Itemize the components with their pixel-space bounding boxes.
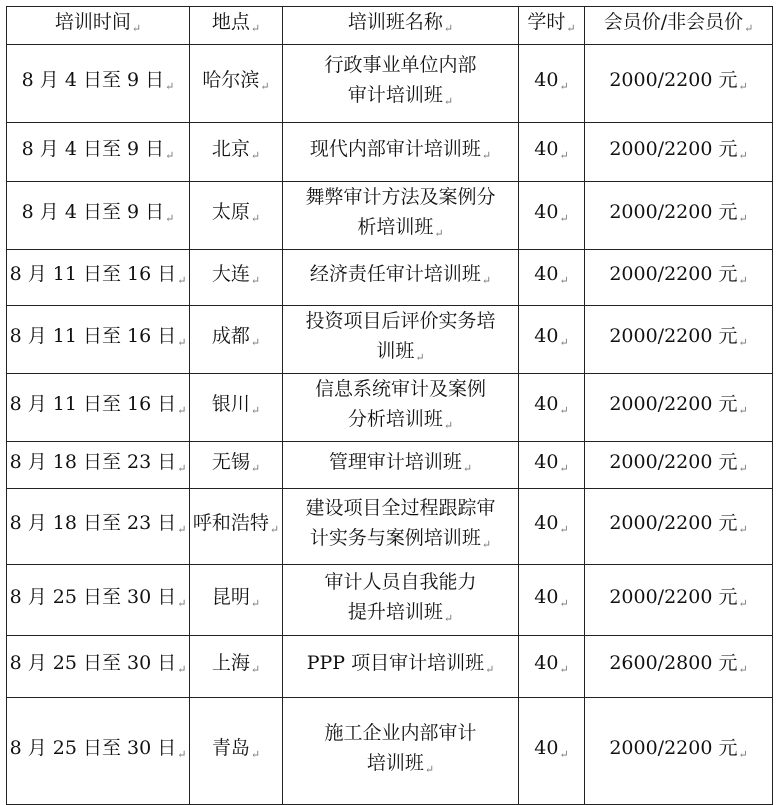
header-date: 培训时间$_↵$	[7, 7, 190, 45]
cell-place: 银川$_↵$	[190, 374, 283, 442]
cell-course: 审计人员自我能力 提升培训班$_↵$	[283, 565, 519, 636]
table-row	[7, 698, 773, 805]
cell-hours: $40_↵$	[519, 182, 585, 250]
cell-place: 太原$_↵$	[190, 182, 283, 250]
cell-hours: $40_↵$	[519, 636, 585, 698]
cell-course: 舞弊审计方法及案例分 析培训班$_↵$	[283, 182, 519, 250]
cell-place: 成都$_↵$	[190, 306, 283, 374]
cell-hours: $40_↵$	[519, 306, 585, 374]
table-row	[7, 374, 773, 442]
table-row	[7, 250, 773, 306]
table-row	[7, 182, 773, 250]
header-hours: 学时$_↵$	[519, 7, 585, 45]
cell-price: 2000/2200 元$_↵$	[585, 123, 773, 182]
cell-price: 2000/2200 元$_↵$	[585, 250, 773, 306]
cell-course: 建设项目全过程跟踪审 计实务与案例培训班$_↵$	[283, 489, 519, 565]
cell-date: 8 月 4 日至 9 日$_↵$	[7, 182, 190, 250]
cell-hours: $40_↵$	[519, 442, 585, 489]
cell-price: 2000/2200 元$_↵$	[585, 698, 773, 805]
cell-hours: $40_↵$	[519, 374, 585, 442]
cell-place: 呼和浩特$_↵$	[190, 489, 283, 565]
cell-hours: $40_↵$	[519, 123, 585, 182]
header-price: 会员价/非会员价$_↵$	[585, 7, 773, 45]
cell-hours: $40_↵$	[519, 489, 585, 565]
table-row	[7, 45, 773, 123]
cell-date: 8 月 4 日至 9 日$_↵$	[7, 123, 190, 182]
table-row	[7, 442, 773, 489]
cell-date: 8 月 11 日至 16 日$_↵$	[7, 306, 190, 374]
cell-course: 信息系统审计及案例 分析培训班$_↵$	[283, 374, 519, 442]
cell-date: 8 月 25 日至 30 日$_↵$	[7, 698, 190, 805]
cell-price: 2000/2200 元$_↵$	[585, 45, 773, 123]
cell-date: 8 月 25 日至 30 日$_↵$	[7, 636, 190, 698]
cell-hours: $40_↵$	[519, 565, 585, 636]
cell-course: 管理审计培训班$_↵$	[283, 442, 519, 489]
cell-price: 2000/2200 元$_↵$	[585, 442, 773, 489]
header-row	[7, 7, 773, 45]
cell-place: 青岛$_↵$	[190, 698, 283, 805]
training-schedule-table	[6, 6, 773, 805]
cell-price: 2000/2200 元$_↵$	[585, 306, 773, 374]
cell-place: 哈尔滨$_↵$	[190, 45, 283, 123]
cell-hours: $40_↵$	[519, 698, 585, 805]
cell-date: 8 月 4 日至 9 日$_↵$	[7, 45, 190, 123]
table-row	[7, 306, 773, 374]
cell-place: 昆明$_↵$	[190, 565, 283, 636]
cell-price: 2000/2200 元$_↵$	[585, 489, 773, 565]
cell-place: 北京$_↵$	[190, 123, 283, 182]
cell-price: 2000/2200 元$_↵$	[585, 565, 773, 636]
cell-course: 现代内部审计培训班$_↵$	[283, 123, 519, 182]
header-course: 培训班名称$_↵$	[283, 7, 519, 45]
cell-price: 2600/2800 元$_↵$	[585, 636, 773, 698]
cell-place: 上海$_↵$	[190, 636, 283, 698]
cell-course: 施工企业内部审计 培训班$_↵$	[283, 698, 519, 805]
table-row	[7, 565, 773, 636]
header-place: 地点$_↵$	[190, 7, 283, 45]
cell-date: 8 月 11 日至 16 日$_↵$	[7, 374, 190, 442]
cell-hours: $40_↵$	[519, 250, 585, 306]
cell-hours: $40_↵$	[519, 45, 585, 123]
cell-place: 大连$_↵$	[190, 250, 283, 306]
cell-date: 8 月 11 日至 16 日$_↵$	[7, 250, 190, 306]
cell-place: 无锡$_↵$	[190, 442, 283, 489]
cell-price: 2000/2200 元$_↵$	[585, 182, 773, 250]
cell-date: 8 月 18 日至 23 日$_↵$	[7, 442, 190, 489]
table-row	[7, 123, 773, 182]
cell-course: 投资项目后评价实务培 训班$_↵$	[283, 306, 519, 374]
cell-course: 经济责任审计培训班$_↵$	[283, 250, 519, 306]
cell-date: 8 月 25 日至 30 日$_↵$	[7, 565, 190, 636]
table-row	[7, 489, 773, 565]
cell-course: PPP 项目审计培训班$_↵$	[283, 636, 519, 698]
cell-course: 行政事业单位内部 审计培训班$_↵$	[283, 45, 519, 123]
table-row	[7, 636, 773, 698]
cell-price: 2000/2200 元$_↵$	[585, 374, 773, 442]
cell-date: 8 月 18 日至 23 日$_↵$	[7, 489, 190, 565]
